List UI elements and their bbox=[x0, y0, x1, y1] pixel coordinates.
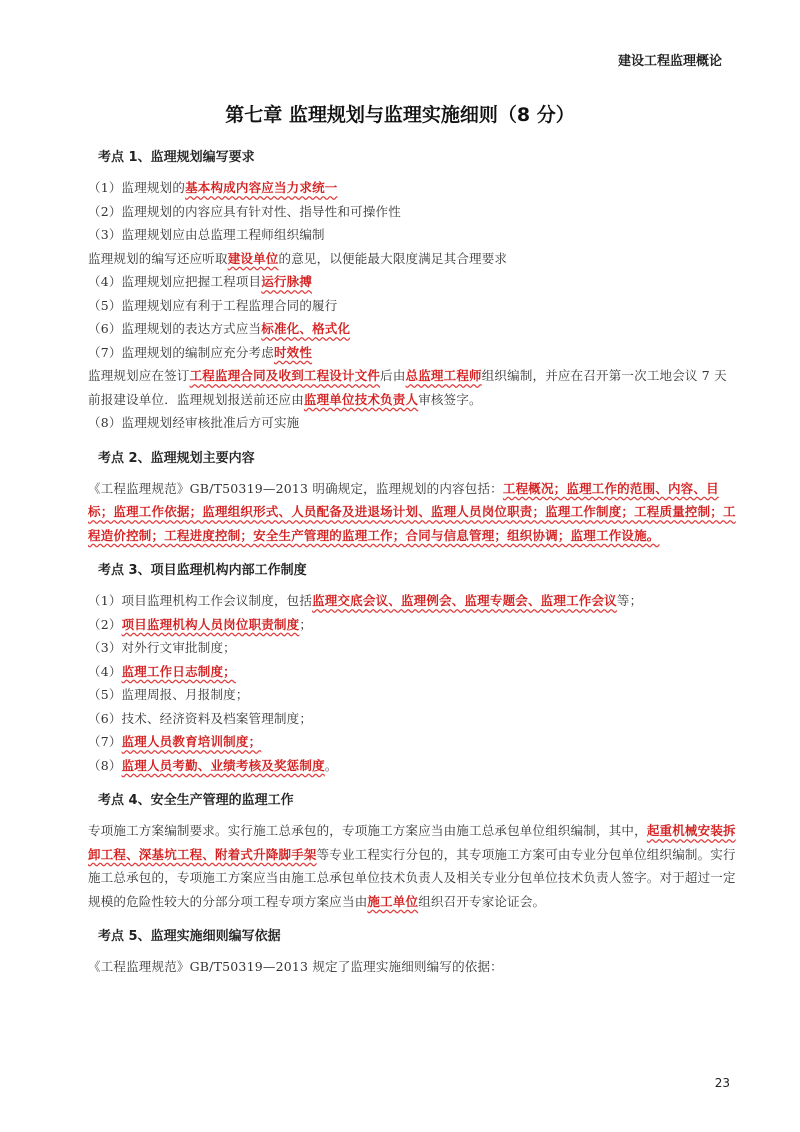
text-run: 组织召开专家论证会。 bbox=[418, 893, 546, 909]
section-gap bbox=[88, 777, 738, 791]
highlighted-text: 工程概况；监理工作的范围、内容、目标；监理工作依据；监理组织形式、人员配备及进退场计划、监理人员岗位职责；监理工作制度；工程质量控制；工程造价控制；工程进度控制；安全生产管理的监理工作；合同与信息管理；组织协调；监理工作设施。 bbox=[88, 480, 736, 543]
paragraph bbox=[88, 613, 738, 637]
running-header: 建设工程监理概论 bbox=[617, 54, 722, 69]
highlighted-text: 工程监理合同及收到工程设计文件 bbox=[189, 368, 381, 383]
highlighted-text: 基本构成内容应当力求统一 bbox=[185, 180, 338, 195]
section-gap bbox=[88, 913, 738, 927]
section-heading: 考点 4、安全生产管理的监理工作 bbox=[98, 793, 294, 808]
text-run: 监理规划的编写还应听取 bbox=[88, 250, 228, 266]
paragraph bbox=[88, 364, 738, 411]
text-run: 后由 bbox=[380, 368, 406, 383]
text-run: （4）监理规划应把握工程项目 bbox=[88, 274, 262, 289]
text-run: 等； bbox=[616, 593, 643, 608]
highlighted-text: 项目监理机构人员岗位职责制度 bbox=[121, 616, 300, 632]
paragraph bbox=[88, 754, 738, 778]
paragraph bbox=[88, 589, 738, 613]
text-run: （1）项目监理机构工作会议制度，包括 bbox=[88, 593, 313, 608]
text-run: （2）监理规划的内容应具有针对性、指导性和可操作性 bbox=[88, 203, 401, 219]
highlighted-text: 监理人员考勤、业绩考核及奖惩制度 bbox=[121, 757, 325, 773]
paragraph bbox=[88, 955, 738, 979]
text-run: （7）监理规划的编制应充分考虑 bbox=[88, 344, 274, 360]
paragraph bbox=[88, 660, 738, 684]
section-gap bbox=[88, 547, 738, 561]
text-run: （3）监理规划应由总监理工程师组织编制 bbox=[88, 227, 325, 242]
text-run: 《工程监理规范》GB/T50319—2013 明确规定，监理规划的内容包括： bbox=[88, 480, 503, 496]
section-heading: 考点 5、监理实施细则编写依据 bbox=[98, 929, 281, 944]
paragraph bbox=[88, 270, 738, 294]
paragraph bbox=[88, 341, 738, 365]
highlighted-text: 监理单位技术负责人 bbox=[303, 391, 419, 407]
text-run: 的意见，以便能最大限度满足其合理要求 bbox=[278, 250, 508, 266]
page-number: 23 bbox=[714, 1076, 730, 1090]
text-run: 。 bbox=[324, 757, 338, 773]
highlighted-text: 运行脉搏 bbox=[261, 274, 313, 289]
text-run: （6）监理规划的表达方式应当 bbox=[88, 321, 262, 336]
text-run: （3）对外行文审批制度； bbox=[88, 640, 236, 655]
paragraph bbox=[88, 819, 738, 913]
highlighted-text: 总监理工程师 bbox=[405, 368, 482, 383]
text-run: （7） bbox=[88, 734, 122, 749]
text-run: （5）监理周报、月报制度； bbox=[88, 687, 249, 702]
text-run: 组织编制，并应在召开第一次工地会议 7 天前报建设单位．监理规划报送前还应由 bbox=[88, 368, 727, 407]
paragraph bbox=[88, 411, 738, 435]
text-run: （8）监理规划经审核批准后方可实施 bbox=[88, 415, 300, 430]
text-run: （8） bbox=[88, 757, 122, 773]
paragraph bbox=[88, 477, 738, 548]
text-run: （1）监理规划的 bbox=[88, 180, 186, 195]
highlighted-text: 施工单位 bbox=[367, 893, 419, 909]
highlighted-text: 起重机械安装拆卸工程、深基坑工程、附着式升降脚手架 bbox=[88, 823, 736, 862]
text-run: （4） bbox=[88, 663, 122, 679]
highlighted-text: 监理交底会议、监理例会、监理专题会、监理工作会议 bbox=[312, 593, 617, 608]
text-run: 专项施工方案编制要求。实行施工总承包的，专项施工方案应当由施工总承包单位组织编制，其中， bbox=[88, 823, 647, 838]
section-gap bbox=[88, 435, 738, 449]
text-run: 《工程监理规范》GB/T50319—2013 规定了监理实施细则编写的依据： bbox=[88, 959, 503, 974]
text-run: （6）技术、经济资料及档案管理制度； bbox=[88, 710, 313, 726]
paragraph bbox=[88, 176, 738, 200]
highlighted-text: 建设单位 bbox=[227, 250, 279, 266]
paragraph bbox=[88, 223, 738, 247]
paragraph bbox=[88, 200, 738, 224]
document-body bbox=[88, 148, 738, 979]
paragraph bbox=[88, 317, 738, 341]
highlighted-text: 标准化、格式化 bbox=[261, 321, 351, 336]
chapter-title: 第七章 监理规划与监理实施细则（8 分） bbox=[225, 104, 575, 126]
text-run: 审核签字。 bbox=[418, 391, 482, 407]
section-heading: 考点 2、监理规划主要内容 bbox=[98, 450, 255, 466]
highlighted-text: 监理人员教育培训制度； bbox=[121, 734, 262, 749]
highlighted-text: 时效性 bbox=[273, 344, 313, 360]
text-run: （5）监理规划应有利于工程监理合同的履行 bbox=[88, 297, 338, 313]
paragraph bbox=[88, 707, 738, 731]
section-heading: 考点 3、项目监理机构内部工作制度 bbox=[98, 563, 307, 578]
text-run: （2） bbox=[88, 616, 122, 632]
paragraph bbox=[88, 730, 738, 754]
paragraph bbox=[88, 683, 738, 707]
highlighted-text: 监理工作日志制度； bbox=[121, 663, 236, 679]
section-heading: 考点 1、监理规划编写要求 bbox=[98, 150, 255, 165]
paragraph bbox=[88, 294, 738, 318]
text-run: 监理规划应在签订 bbox=[88, 368, 190, 383]
paragraph bbox=[88, 247, 738, 271]
text-run: ； bbox=[299, 616, 313, 632]
text-run: 等专业工程实行分包的，其专项施工方案可由专业分包单位组织编制。实行施工总承包的，专项施工方案应当由施工总承包单位技术负责人及相关专业分包单位技术负责人签字。对于超过一定规模的危险性较大的分部分项工程专项方案应当由 bbox=[88, 846, 736, 909]
paragraph bbox=[88, 636, 738, 660]
